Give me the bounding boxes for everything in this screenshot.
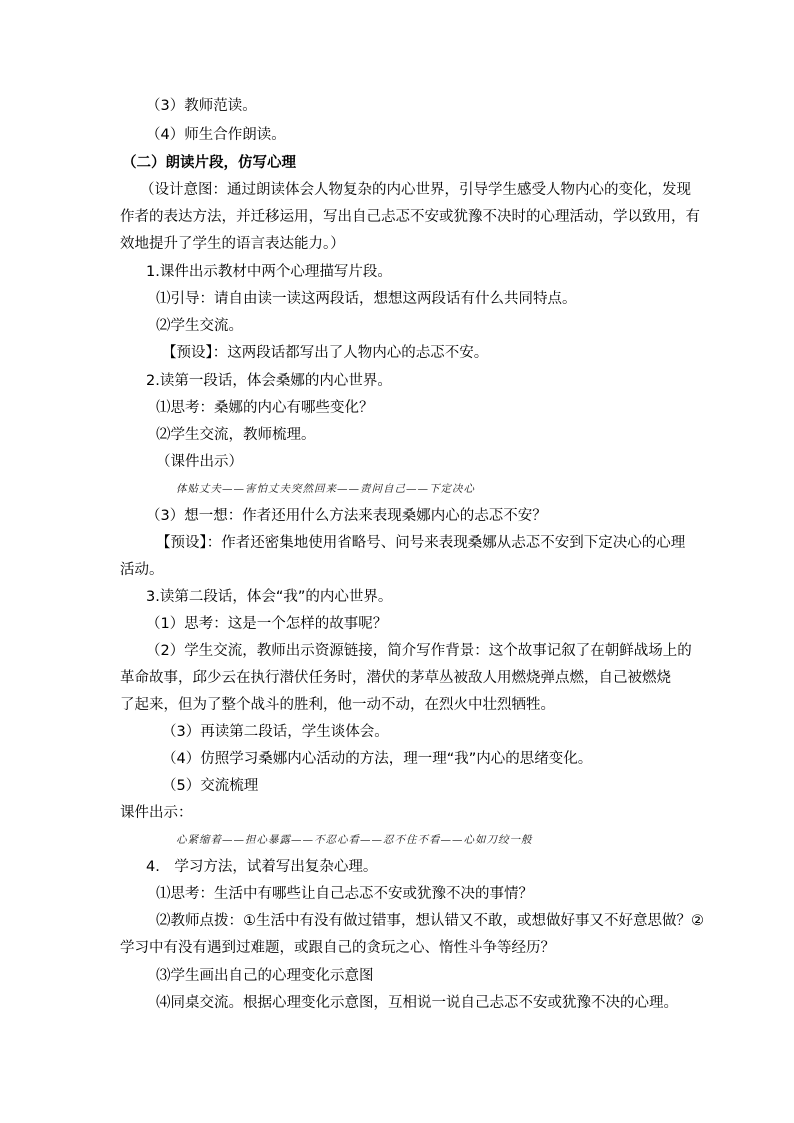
item-3-reread: （3）再读第二段话，学生谈体会。 <box>162 724 389 740</box>
step-3-teacher-reading: （3）教师范读。 <box>146 98 257 114</box>
item-3-background-line-1: （2）学生交流，教师出示资源链接，简介写作背景：这个故事记叙了在朝鲜战场上的 <box>146 643 692 659</box>
item-3-background-line-3: 了起来，但为了整个战斗的胜利，他一动不动，在烈火中壮烈牺牲。 <box>120 697 555 713</box>
item-4-think: ⑴思考：生活中有哪些让自己忐忑不安或犹豫不决的事情？ <box>156 886 533 902</box>
item-2-preset-line-2: 活动。 <box>120 562 164 578</box>
item-3-think: （1）思考：这是一个怎样的故事呢？ <box>146 616 388 632</box>
item-3-heading: 3.读第二段话，体会“我”的内心世界。 <box>146 589 393 605</box>
item-2-exchange: ⑵学生交流，教师梳理。 <box>156 427 316 443</box>
courseware-label-2: 课件出示： <box>120 805 193 821</box>
item-3-imitate: （4）仿照学习桑娜内心活动的方法，理一理“我”内心的思绪变化。 <box>162 751 593 767</box>
design-intent-line-2: 作者的表达方法，并迁移运用，写出自己忐忑不安或犹豫不决时的心理活动，学以致用，有 <box>120 209 700 225</box>
my-emotion-flow: 心紧缩着——担心暴露——不忍心看——忍不住不看——心如刀绞一般 <box>176 834 533 846</box>
item-2-preset-line-1: 【预设】：作者还密集地使用省略号、问号来表现桑娜从忐忑不安到下定决心的心理 <box>156 535 686 551</box>
item-1-guide: ⑴引导：请自由读一读这两段话，想想这两段话有什么共同特点。 <box>156 291 577 307</box>
design-intent-line-3: 效地提升了学生的语言表达能力。） <box>120 236 345 252</box>
item-3-summarize: （5）交流梳理 <box>162 778 259 794</box>
item-2-reflect: （3）想一想：作者还用什么方法来表现桑娜内心的忐忑不安？ <box>146 508 547 524</box>
item-1-exchange: ⑵学生交流。 <box>156 318 243 334</box>
item-4-guidance-line-1: ⑵教师点拨：①生活中有没有做过错事，想认错又不敢，或想做好事又不好意思做？② <box>156 913 704 929</box>
item-2-think: ⑴思考：桑娜的内心有哪些变化？ <box>156 400 374 416</box>
item-4-heading: 4. 学习方法，试着写出复杂心理。 <box>146 859 378 875</box>
item-1-heading: 1.课件出示教材中两个心理描写片段。 <box>146 264 392 280</box>
step-4-cooperative-reading: （4）师生合作朗读。 <box>146 127 286 143</box>
item-4-pair-exchange: ⑷同桌交流。根据心理变化示意图，互相说一说自己忐忑不安或犹豫不决的心理。 <box>156 995 678 1011</box>
design-intent-line-1: （设计意图：通过朗读体会人物复杂的内心世界，引导学生感受人物内心的变化，发现 <box>140 182 691 198</box>
item-4-draw: ⑶学生画出自己的心理变化示意图 <box>156 968 374 984</box>
courseware-label-1: （课件出示） <box>156 454 243 470</box>
item-3-background-line-2: 革命故事，邱少云在执行潜伏任务时，潜伏的茅草丛被敌人用燃烧弹点燃，自己被燃烧 <box>120 670 671 686</box>
sangna-emotion-flow: 体贴丈夫——害怕丈夫突然回来——责问自己——下定决心 <box>176 483 475 495</box>
item-1-preset: 【预设】：这两段话都写出了人物内心的忐忑不安。 <box>162 345 489 361</box>
item-2-heading: 2.读第一段话，体会桑娜的内心世界。 <box>146 373 392 389</box>
item-4-guidance-line-2: 学习中有没有遇到过难题，或跟自己的贪玩之心、惰性斗争等经历？ <box>120 940 555 956</box>
section-heading-2: （二）朗读片段，仿写心理 <box>122 155 296 171</box>
